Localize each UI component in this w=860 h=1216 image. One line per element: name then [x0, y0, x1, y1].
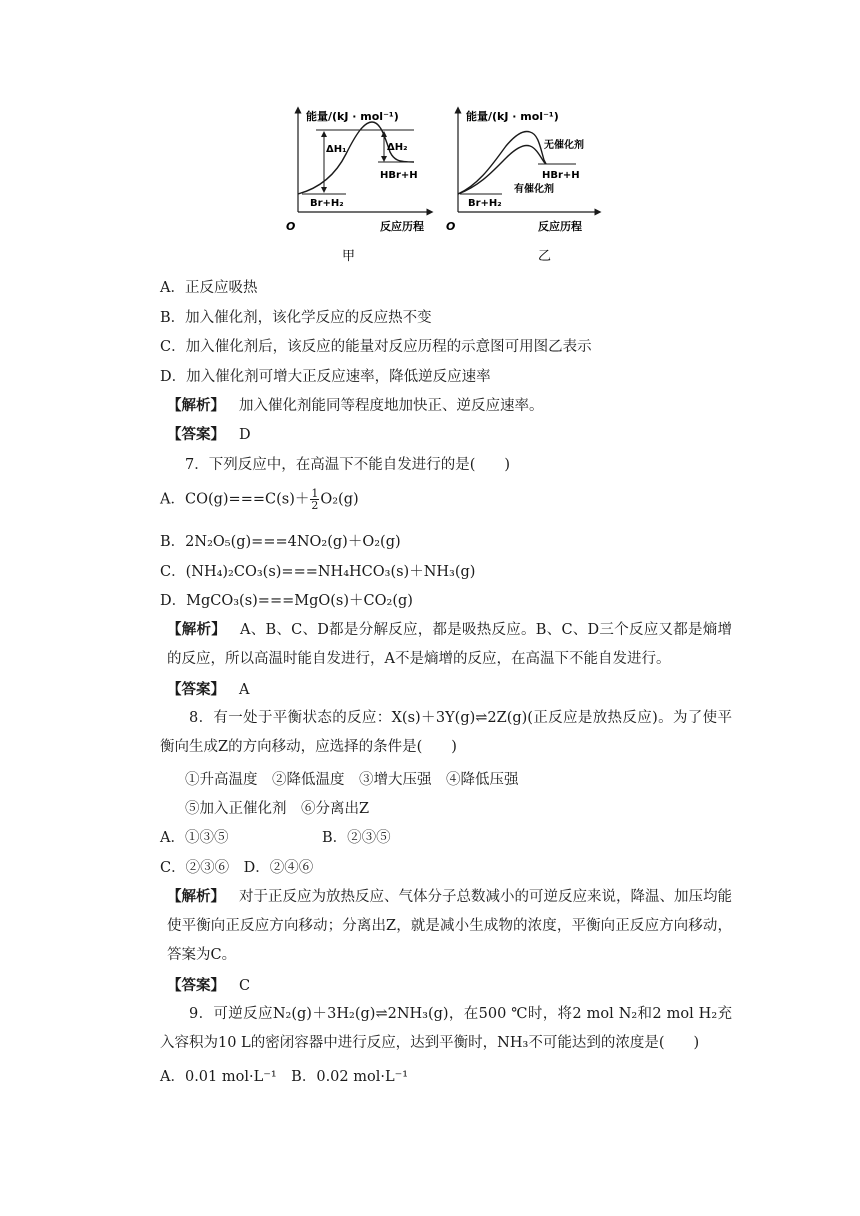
- jia-y-axis-label: 能量/(kJ · mol⁻¹): [306, 110, 399, 123]
- q8-answer-text: C: [239, 978, 251, 994]
- diagram-jia: [286, 109, 430, 233]
- q7-analysis-text: A、B、C、D都是分解反应，都是吸热反应。B、C、D三个反应又都是熵增的反应，所以高温时能自发进行，A不是熵增的反应，在高温下不能自发进行。: [167, 622, 732, 667]
- jia-product-label: HBr+H: [380, 170, 418, 181]
- q8-analysis: [160, 883, 732, 970]
- q6-analysis-tag: 【解析】: [167, 398, 225, 414]
- q8-conditions-1: ①升高温度 ②降低温度 ③增大压强 ④降低压强: [185, 772, 519, 788]
- q8-analysis-tag: 【解析】: [167, 889, 225, 905]
- q7-stem: 7．下列反应中，在高温下不能自发进行的是( ): [185, 457, 511, 473]
- jia-origin: O: [286, 220, 296, 233]
- q6-option-c: C．加入催化剂后，该反应的能量对反应历程的示意图可用图乙表示: [160, 339, 592, 355]
- q6-option-a: A．正反应吸热: [160, 280, 258, 296]
- q7-answer-text: A: [239, 682, 250, 698]
- q8-answer-tag: 【答案】: [167, 978, 225, 994]
- q7-option-c: C．(NH₄)₂CO₃(s)===NH₄HCO₃(s)＋NH₃(g): [160, 564, 476, 580]
- jia-dh1-label: ΔH₁: [326, 144, 347, 155]
- yi-product-label: HBr+H: [542, 170, 580, 181]
- q6-option-b: B．加入催化剂，该化学反应的反应热不变: [160, 310, 432, 326]
- q7-option-d: D．MgCO₃(s)===MgO(s)＋CO₂(g): [160, 593, 413, 609]
- energy-diagram-svg: [280, 104, 740, 274]
- energy-diagrams: [280, 104, 740, 274]
- caption-jia: 甲: [342, 249, 356, 264]
- q7-option-a: [160, 488, 359, 511]
- q7-answer-tag: 【答案】: [167, 682, 225, 698]
- q7-analysis-tag: 【解析】: [167, 622, 227, 638]
- yi-x-axis-label: 反应历程: [538, 220, 582, 233]
- yi-reactant-label: Br+H₂: [468, 198, 502, 209]
- q8-option-cd: C．②③⑥ D．②④⑥: [160, 860, 314, 876]
- q6-analysis-text: 加入催化剂能同等程度地加快正、逆反应速率。: [239, 398, 544, 414]
- fraction-numerator: 1: [311, 487, 319, 500]
- q9-stem: 9．可逆反应N₂(g)＋3H₂(g)⇌2NH₃(g)，在500 ℃时，将2 mol N₂和2 mol H₂充入容积为10 L的密闭容器中进行反应，达到平衡时，NH₃不可能达到的浓度是( ): [160, 1006, 732, 1051]
- q8-option-a: A．①③⑤: [160, 830, 229, 846]
- yi-y-axis-label: 能量/(kJ · mol⁻¹): [466, 110, 559, 123]
- q6-answer-text: D: [239, 427, 251, 443]
- q7-analysis: [160, 616, 732, 674]
- yi-origin: O: [446, 220, 456, 233]
- q7-option-a-suffix: O₂(g): [320, 491, 359, 508]
- yi-no-catalyst-label: 无催化剂: [544, 140, 584, 151]
- q8-stem: 8．有一处于平衡状态的反应：X(s)＋3Y(g)⇌2Z(g)(正反应是放热反应)。为了使平衡向生成Z的方向移动，应选择的条件是( ): [160, 710, 732, 755]
- q6-option-d: D．加入催化剂可增大正反应速率，降低逆反应速率: [160, 369, 491, 385]
- q6-answer: [167, 425, 251, 445]
- q7-option-a-prefix: A．CO(g)===C(s)＋: [160, 491, 310, 508]
- diagram-yi: [446, 109, 598, 233]
- fraction-denominator: 2: [311, 499, 319, 512]
- q8-analysis-text: 对于正反应为放热反应、气体分子总数减小的可逆反应来说，降温、加压均能使平衡向正反应方向移动；分离出Z，就是减小生成物的浓度，平衡向正反应方向移动，答案为C。: [167, 889, 732, 963]
- jia-dh2-label: ΔH₂: [387, 142, 408, 153]
- q6-analysis: [167, 396, 544, 416]
- q9-options: A．0.01 mol·L⁻¹ B．0.02 mol·L⁻¹: [160, 1069, 409, 1085]
- q6-answer-tag: 【答案】: [167, 427, 225, 443]
- jia-x-axis-label: 反应历程: [380, 220, 424, 233]
- q8-answer: [167, 976, 250, 996]
- q8-conditions-2: ⑤加入正催化剂 ⑥分离出Z: [185, 801, 370, 817]
- q7-option-a-fraction: [310, 488, 319, 511]
- q7-answer: [167, 680, 249, 700]
- q7-option-b: B．2N₂O₅(g)===4NO₂(g)＋O₂(g): [160, 534, 401, 550]
- caption-yi: 乙: [538, 249, 552, 264]
- yi-with-catalyst-label: 有催化剂: [514, 184, 554, 195]
- q8-option-b: B．②③⑤: [322, 830, 391, 846]
- jia-reactant-label: Br+H₂: [310, 198, 344, 209]
